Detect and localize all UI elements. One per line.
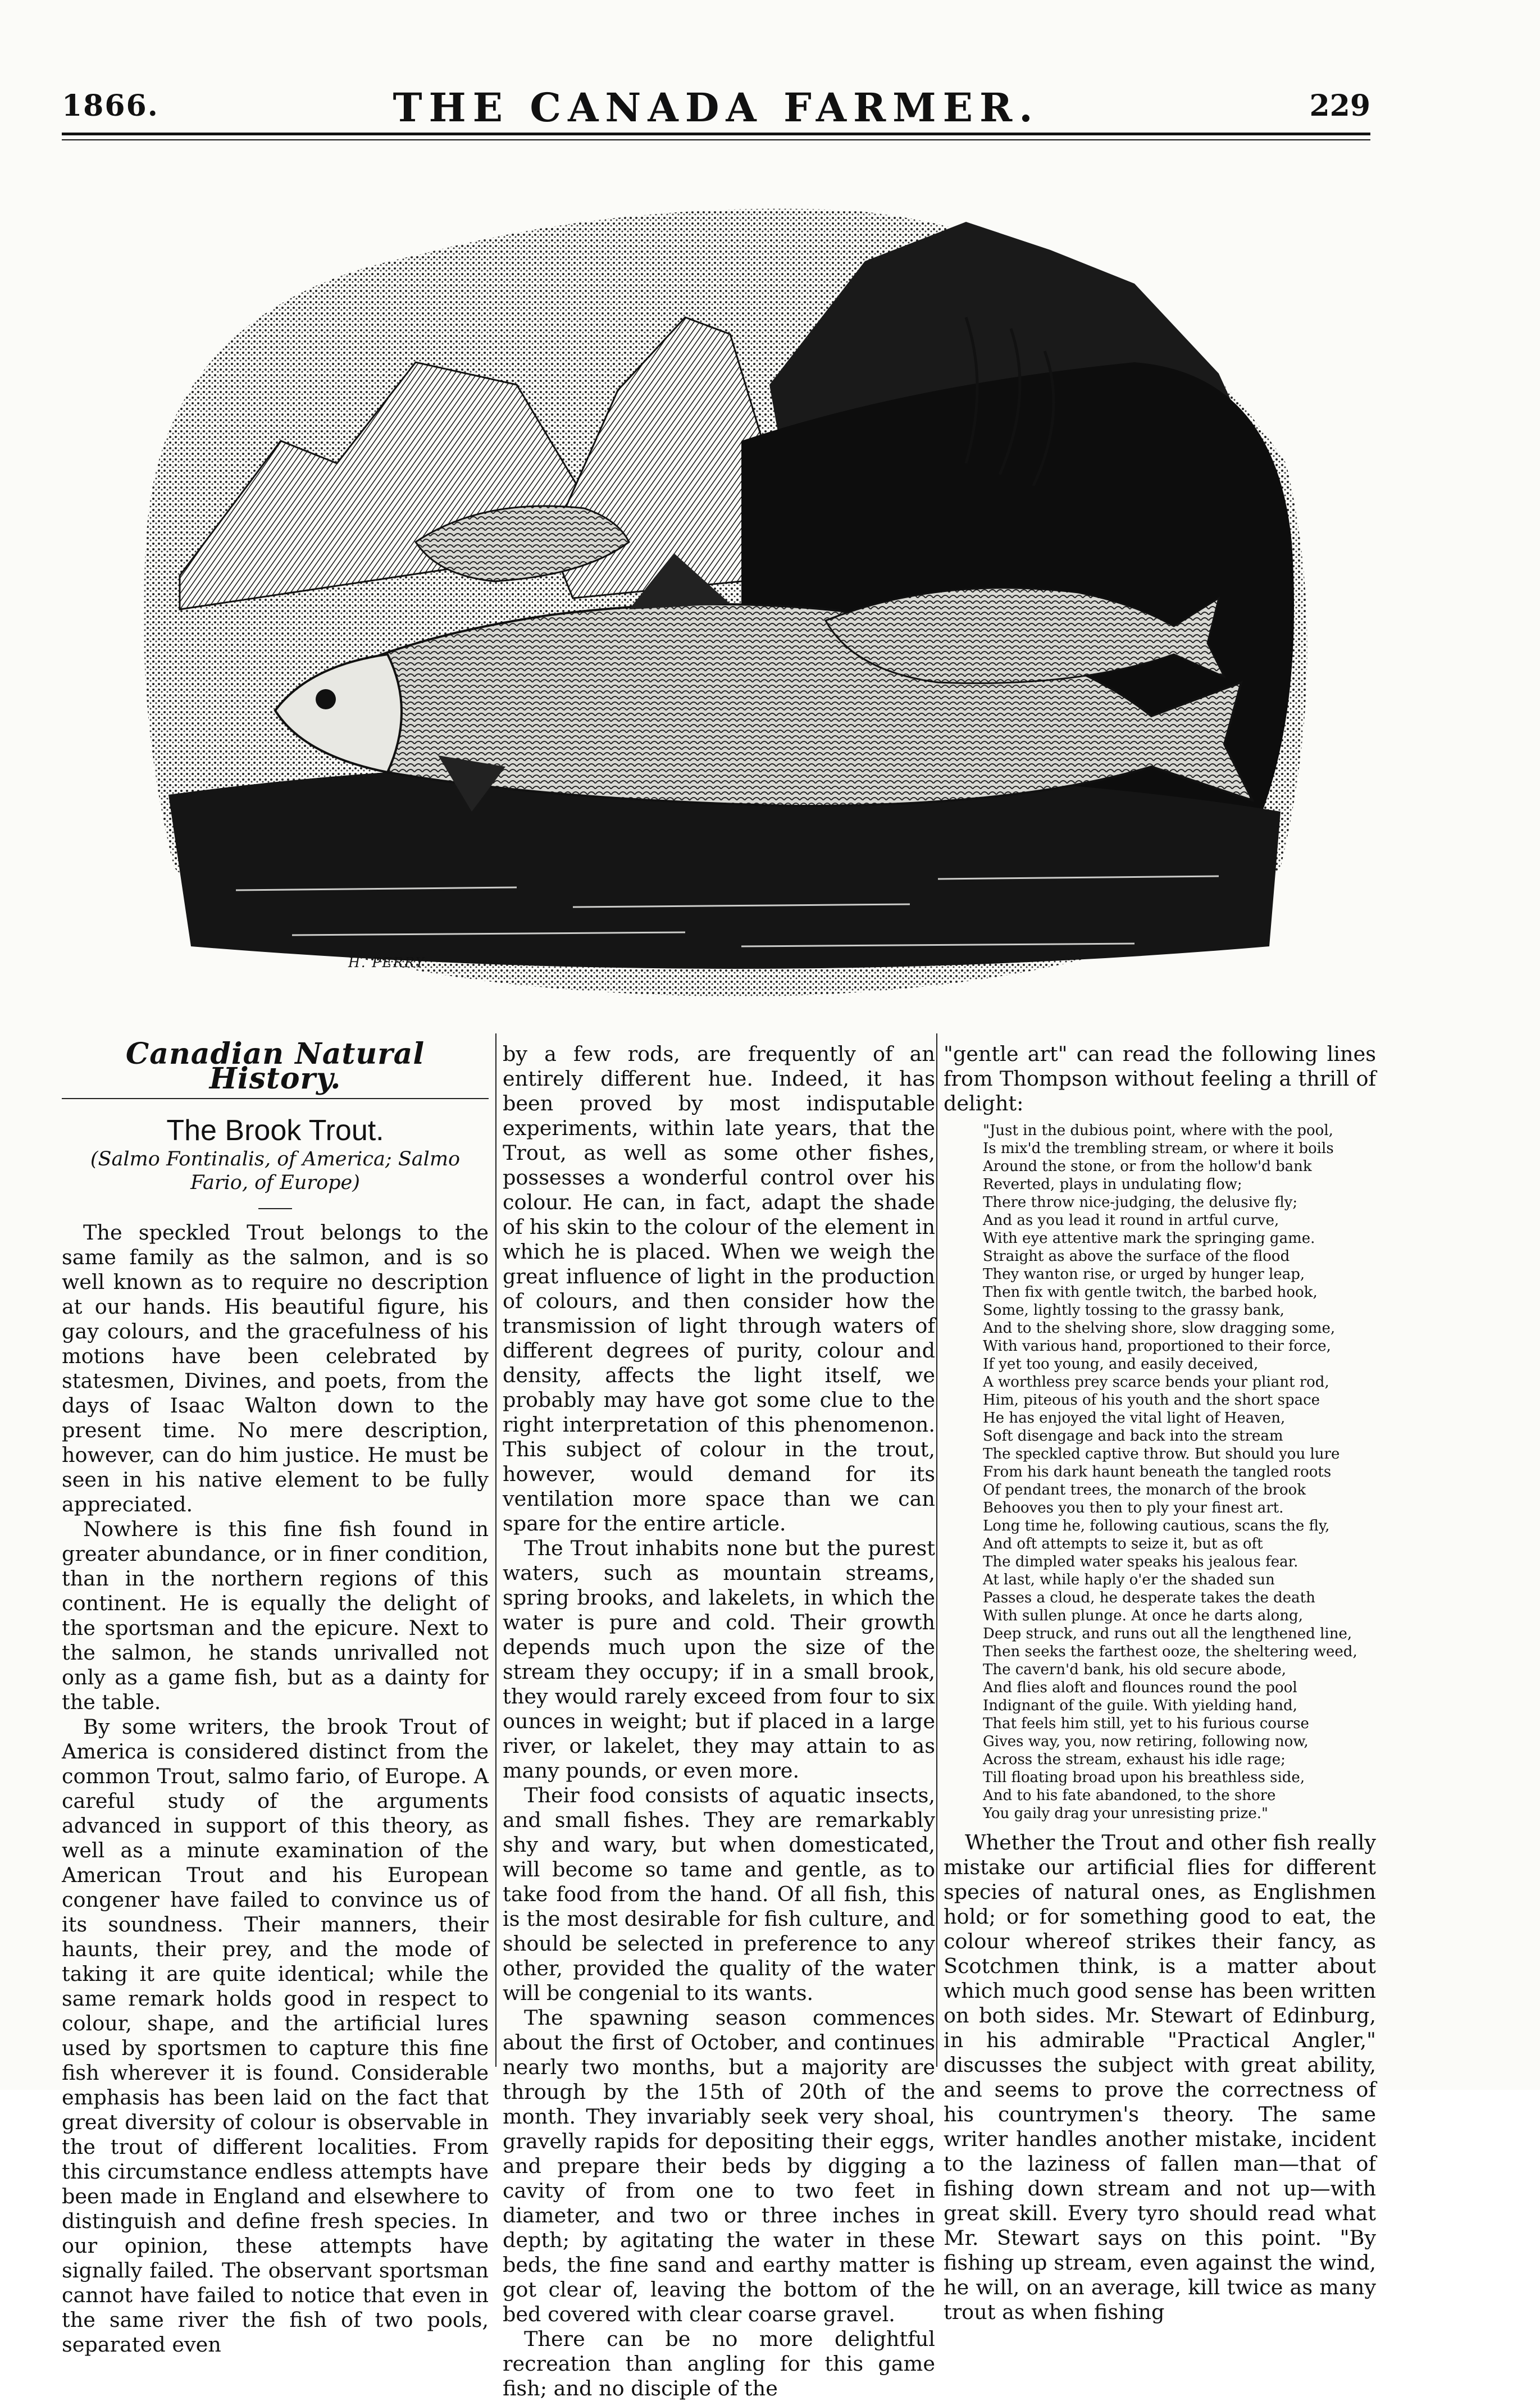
- poem-line: The cavern'd bank, his old secure abode,: [983, 1661, 1287, 1678]
- paragraph: Their food consists of aquatic insects, and small fishes. They are remarkably shy and wary, but when domesticated, will become so tame and gentle, as to take food from the hand. Of all fish, this is the most desirable for fish culture, and should be selected in preference to any other, provided the quality of the water will be congenial to its wants.: [503, 1783, 935, 2005]
- trout-eye: [316, 689, 336, 709]
- paragraph: By some writers, the brook Trout of America is considered distinct from the common Trout, salmo fario, of Europe. A careful study of the arguments advanced in support of this theory, as well as a minute examination of the American Trout and his European congener have failed to convince us of its soundness. Their manners, their haunts, their prey, and the mode of taking it are quite identical; while the same remark holds good in respect to colour, shape, and the artificial lures used by sportsmen to capture this fine fish wherever it is found. Considerable emphasis has been laid on the fact that great diversity of colour is observable in the trout of different localities. From this circumstance endless attempts have been made in England and elsewhere to distinguish and define fresh species. In our opinion, these attempts have signally failed. The observant sportsman cannot have failed to notice that even in the same river the fish of two pools, separated even: [62, 1715, 489, 2357]
- poem-line: Behooves you then to ply your finest art.: [983, 1500, 1284, 1516]
- poem-line: And oft attempts to seize it, but as oft: [983, 1536, 1263, 1552]
- poem-line: Him, piteous of his youth and the short space: [983, 1392, 1320, 1409]
- poem-line: Reverted, plays in undulating flow;: [983, 1176, 1242, 1193]
- column-rule-1: [495, 1033, 496, 2067]
- paragraph: The speckled Trout belongs to the same family as the salmon, and is so well known as to require no description at our hands. His beautiful figure, his gay colours, and the gracefulness of his motions have been celebrated by statesmen, Divines, and poets, from the days of Isaac Walton down to the present time. No mere description, however, can do him justice. He must be seen in his native element to be fully appreciated.: [62, 1220, 489, 1516]
- poem-line: Is mix'd the trembling stream, or where it boils: [983, 1140, 1334, 1157]
- paragraph: The spawning season commences about the first of October, and continues nearly two months, but a majority are through by the 15th of 20th of the month. They invariably seek very shoal, gravelly rapids for depositing their eggs, and prepare their beds by digging a cavity of from one to two feet in diameter, and two or three inches in depth; by agitating the water in these beds, the fine sand and earthy matter is got clear of, leaving the bottom of the bed covered with clear coarse gravel.: [503, 2006, 935, 2326]
- poem-line: That feels him still, yet to his furious course: [983, 1715, 1309, 1732]
- poem-line: With various hand, proportioned to their force,: [983, 1338, 1331, 1355]
- paragraph: Whether the Trout and other fish really mistake our artificial flies for different species of natural ones, as Englishmen hold; or for something good to eat, the colour whereof strikes their fancy, as Scotchmen think, is a matter about which much good sense has been written on both sides. Mr. Stewart of Edinburg, in his admirable "Practical Angler," discusses the subject with great ability, and seems to prove the correctness of his countrymen's theory. The same writer handles another mistake, incident to the laziness of fallen man—that of fishing down stream and not up—with great skill. Every tyro should read what Mr. Stewart says on this point. "By fishing up stream, even against the wind, he will, on an average, kill twice as many trout as when fishing: [944, 1830, 1376, 2324]
- poem-line: Straight as above the surface of the flood: [983, 1248, 1290, 1265]
- poem-block: [983, 1122, 1376, 1823]
- brook-trout-engraving: [124, 149, 1331, 1033]
- publication-title: THE CANADA FARMER.: [393, 84, 1040, 131]
- issue-year: 1866.: [62, 89, 159, 123]
- page-number: 229: [1309, 89, 1370, 123]
- engraver-credit: H. PERRY: [348, 955, 426, 971]
- poem-line: Gives way, you, now retiring, following now,: [983, 1733, 1309, 1750]
- article-title: The Brook Trout.: [166, 1114, 384, 1147]
- poem-line: Of pendant trees, the monarch of the brook: [983, 1482, 1306, 1498]
- poem-line: Passes a cloud, he desperate takes the death: [983, 1589, 1315, 1606]
- poem-line: Then fix with gentle twitch, the barbed hook,: [983, 1284, 1318, 1301]
- poem-line: If yet too young, and easily deceived,: [983, 1356, 1259, 1373]
- masthead: [62, 84, 1370, 135]
- poem-line: Deep struck, and runs out all the lengthened line,: [983, 1625, 1352, 1642]
- poem-line: At last, while haply o'er the shaded sun: [983, 1571, 1275, 1588]
- short-rule: [258, 1208, 292, 1209]
- poem-line: The dimpled water speaks his jealous fear.: [983, 1553, 1298, 1570]
- column-rule-2: [936, 1033, 937, 2067]
- paragraph: Nowhere is this fine fish found in greater abundance, or in finer condition, than in the northern regions of this continent. He is equally the delight of the sportsman and the epicure. Next to the salmon, he stands unrivalled not only as a game fish, but as a dainty for the table.: [62, 1517, 489, 1714]
- poem-line: A worthless prey scarce bends your pliant rod,: [983, 1374, 1329, 1391]
- poem-line: And flies aloft and flounces round the pool: [983, 1679, 1297, 1696]
- poem-line: You gaily drag your unresisting prize.": [983, 1805, 1268, 1822]
- article-column-3: [944, 1042, 1376, 2324]
- poem-line: He has enjoyed the vital light of Heaven,: [983, 1410, 1286, 1427]
- poem-line: With eye attentive mark the springing game.: [983, 1230, 1315, 1247]
- article-column-2: [503, 1042, 935, 2400]
- poem-line: The speckled captive throw. But should you lure: [983, 1446, 1340, 1463]
- paragraph: by a few rods, are frequently of an entirely different hue. Indeed, it has been proved by most indisputable experiments, within late years, that the Trout, as well as some other fishes, possesses a wonderful control over his colour. He can, in fact, adapt the shade of his skin to the colour of the element in which he is placed. When we weigh the great influence of light in the production of colours, and then consider how the transmission of light through waters of different degrees of purity, colour and density, affects the light itself, we probably may have got some clue to the right interpretation of this phenomenon. This subject of colour in the trout, however, would demand for its ventilation more space than we can spare for the entire article.: [503, 1042, 935, 1536]
- article-column-1: [62, 1037, 489, 2357]
- paragraph: There can be no more delightful recreation than angling for this game fish; and no disciple of the: [503, 2327, 935, 2400]
- poem-line: And to the shelving shore, slow dragging some,: [983, 1320, 1336, 1337]
- poem-line: Indignant of the guile. With yielding hand,: [983, 1697, 1297, 1714]
- paragraph: The Trout inhabits none but the purest waters, such as mountain streams, spring brooks, and lakelets, in which the water is pure and cold. Their growth depends much upon the size of the stream they occupy; if in a small brook, they would rarely exceed from four to six ounces in weight; but if placed in a large river, or lakelet, they may attain to as many pounds, or even more.: [503, 1536, 935, 1783]
- poem-line: Soft disengage and back into the stream: [983, 1428, 1283, 1445]
- poem-line: From his dark haunt beneath the tangled roots: [983, 1464, 1332, 1480]
- poem-intro: "gentle art" can read the following lines from Thompson without feeling a thrill of delight:: [944, 1042, 1376, 1115]
- poem-line: "Just in the dubious point, where with the pool,: [983, 1122, 1333, 1139]
- poem-line: Around the stone, or from the hollow'd bank: [983, 1158, 1312, 1175]
- poem-line: Then seeks the farthest ooze, the sheltering weed,: [983, 1643, 1357, 1660]
- masthead-rule-thin: [62, 139, 1370, 140]
- poem-line: With sullen plunge. At once he darts along,: [983, 1607, 1303, 1624]
- section-rule: [62, 1098, 489, 1099]
- poem-line: Across the stream, exhaust his idle rage;: [983, 1751, 1286, 1768]
- article-subtitle: (Salmo Fontinalis, of America; Salmo Fario, of Europe): [90, 1148, 461, 1194]
- poem-line: Till floating broad upon his breathless side,: [983, 1769, 1305, 1786]
- poem-line: And as you lead it round in artful curve,: [983, 1212, 1279, 1229]
- poem-line: Some, lightly tossing to the grassy bank,: [983, 1302, 1284, 1319]
- poem-line: Long time he, following cautious, scans the fly,: [983, 1518, 1330, 1534]
- engraving-svg: [124, 149, 1331, 1033]
- masthead-rule-thick: [62, 133, 1370, 135]
- poem-line: And to his fate abandoned, to the shore: [983, 1787, 1276, 1804]
- poem-line: There throw nice-judging, the delusive fly;: [983, 1194, 1298, 1211]
- section-heading: Canadian Natural History.: [125, 1037, 425, 1096]
- poem-line: They wanton rise, or urged by hunger leap,: [983, 1266, 1305, 1283]
